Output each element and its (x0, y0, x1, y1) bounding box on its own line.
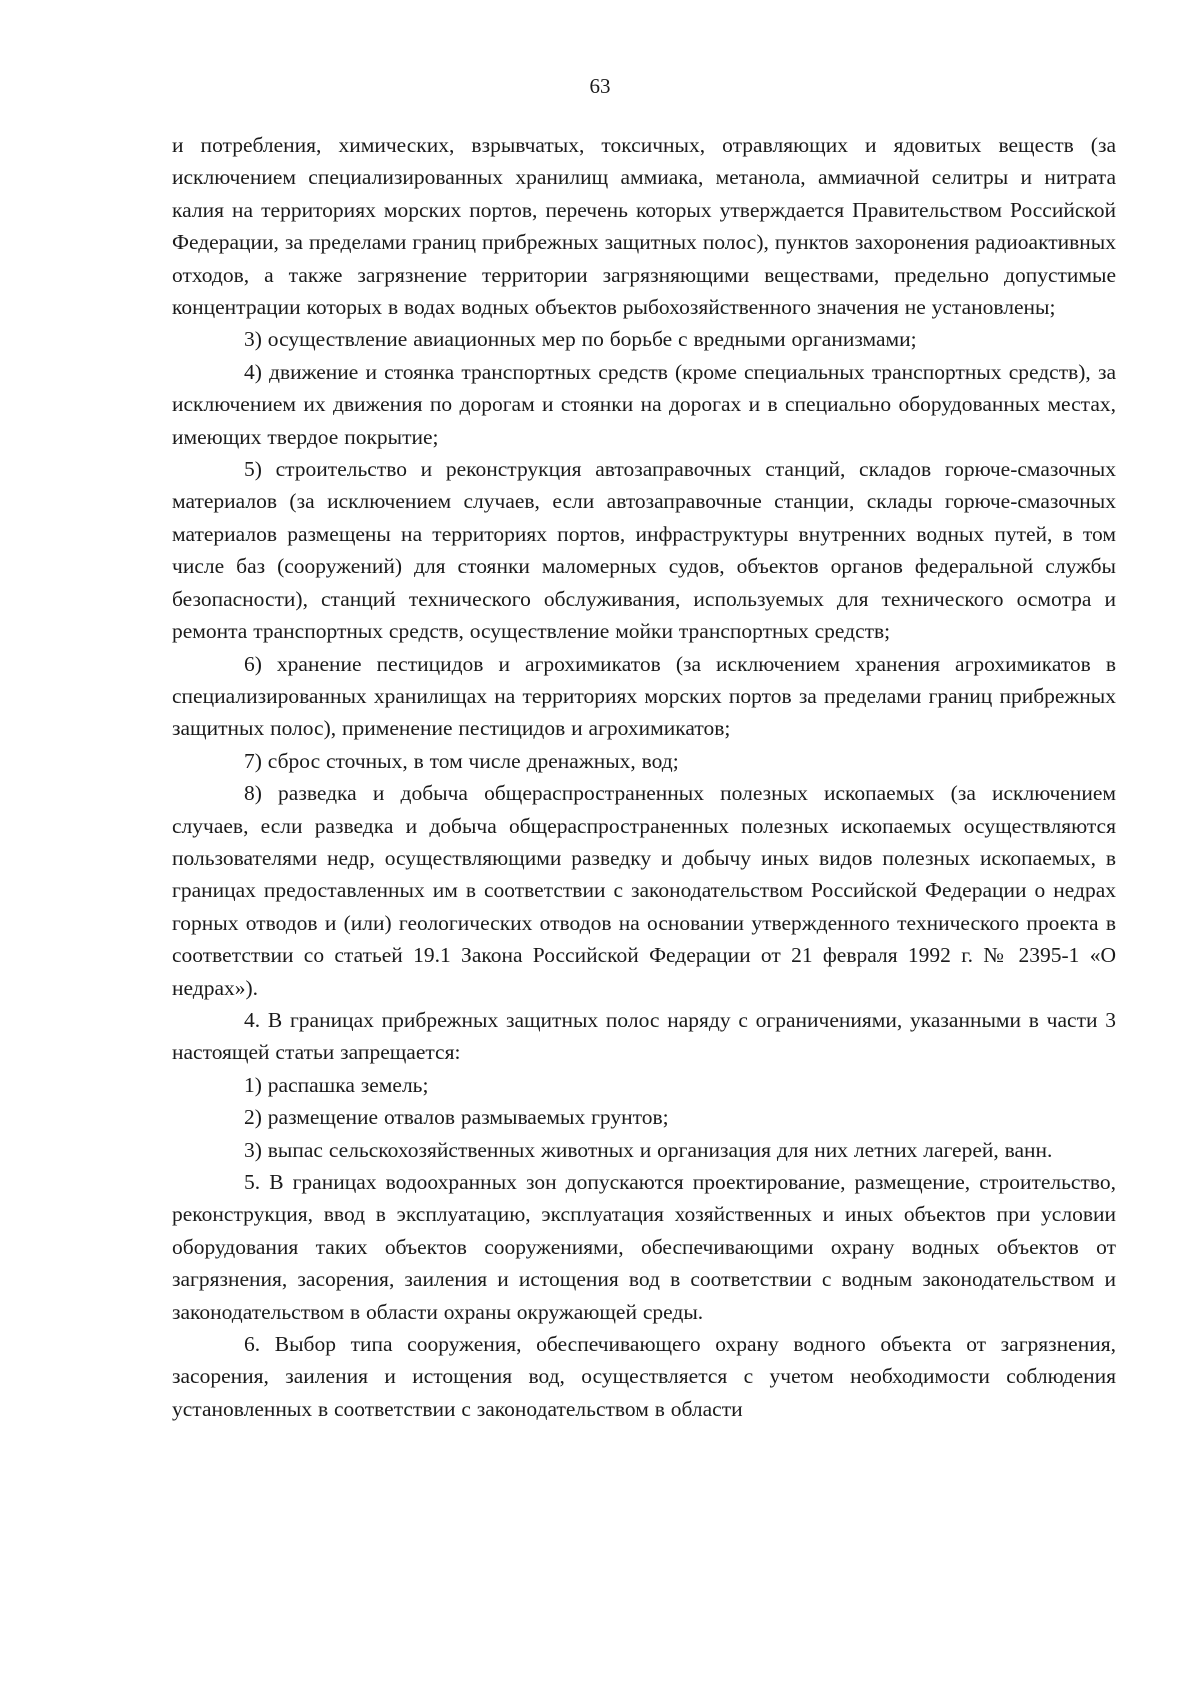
clause-4-item-3: 3) выпас сельскохозяйственных животных и организация для них летних лагерей, ванн. (244, 1137, 1053, 1162)
list-item-8: 8) разведка и добыча общераспространенных полезных ископаемых (за исключением случаев, если разведка и добыча общераспространенных полезных ископаемых осуществляются пользователями недр, осуществляющими разведку и добычу иных видов полезных ископаемых, в границах предоставленных им в соответствии с законодательством Российской Федерации о недрах горных отводов и (или) геологических отводов на основании утвержденного технического проекта в соответствии со статьей 19.1 Закона Российской Федерации от 21 февраля 1992 г. № 2395-1 «О недрах»). (172, 781, 1116, 1000)
clause-4-item-2: 2) размещение отвалов размываемых грунтов; (244, 1105, 669, 1130)
clause-6: 6. Выбор типа сооружения, обеспечивающего охрану водного объекта от загрязнения, засорения, заиления и истощения вод, осуществляется с учетом необходимости соблюдения установленных в соответствии с законодательством в области (172, 1332, 1116, 1421)
list-item-5: 5) строительство и реконструкция автозаправочных станций, складов горюче-смазочных материалов (за исключением случаев, если автозаправочные станции, склады горюче-смазочных материалов размещены на территориях портов, инфраструктуры внутренних водных путей, в том числе баз (сооружений) для стоянки маломерных судов, объектов органов федеральной службы безопасности), станций технического обслуживания, используемых для технического осмотра и ремонта транспортных средств, осуществление мойки транспортных средств; (172, 457, 1116, 644)
clause-4-item-1: 1) распашка земель; (244, 1072, 429, 1097)
paragraph-continuation: и потребления, химических, взрывчатых, токсичных, отравляющих и ядовитых веществ (за исключением специализированных хранилищ аммиака, метанола, аммиачной селитры и нитрата калия на территориях морских портов, перечень которых утверждается Правительством Российской Федерации, за пределами границ прибрежных защитных полос), пунктов захоронения радиоактивных отходов, а также загрязнение территории загрязняющими веществами, предельно допустимые концентрации которых в водах водных объектов рыбохозяйственного значения не установлены; (172, 133, 1116, 320)
document-body (172, 129, 1116, 1425)
list-item-4: 4) движение и стоянка транспортных средств (кроме специальных транспортных средств), за исключением их движения по дорогам и стоянки на дорогах и в специально оборудованных местах, имеющих твердое покрытие; (172, 359, 1116, 449)
clause-5: 5. В границах водоохранных зон допускаются проектирование, размещение, строительство, реконструкция, ввод в эксплуатацию, эксплуатация хозяйственных и иных объектов при условии оборудования таких объектов сооружениями, обеспечивающими охрану водных объектов от загрязнения, засорения, заиления и истощения вод в соответствии с водным законодательством и законодательством в области охраны окружающей среды. (172, 1170, 1116, 1324)
list-item-7: 7) сброс сточных, в том числе дренажных, вод; (244, 748, 679, 773)
list-item-6: 6) хранение пестицидов и агрохимикатов (за исключением хранения агрохимикатов в специализированных хранилищах на территориях морских портов за пределами границ прибрежных защитных полос), применение пестицидов и агрохимикатов; (172, 651, 1116, 741)
clause-4: 4. В границах прибрежных защитных полос наряду с ограничениями, указанными в части 3 настоящей статьи запрещается: (172, 1007, 1116, 1065)
page-number: 63 (589, 74, 611, 98)
list-item-3: 3) осуществление авиационных мер по борьбе с вредными организмами; (244, 327, 917, 352)
